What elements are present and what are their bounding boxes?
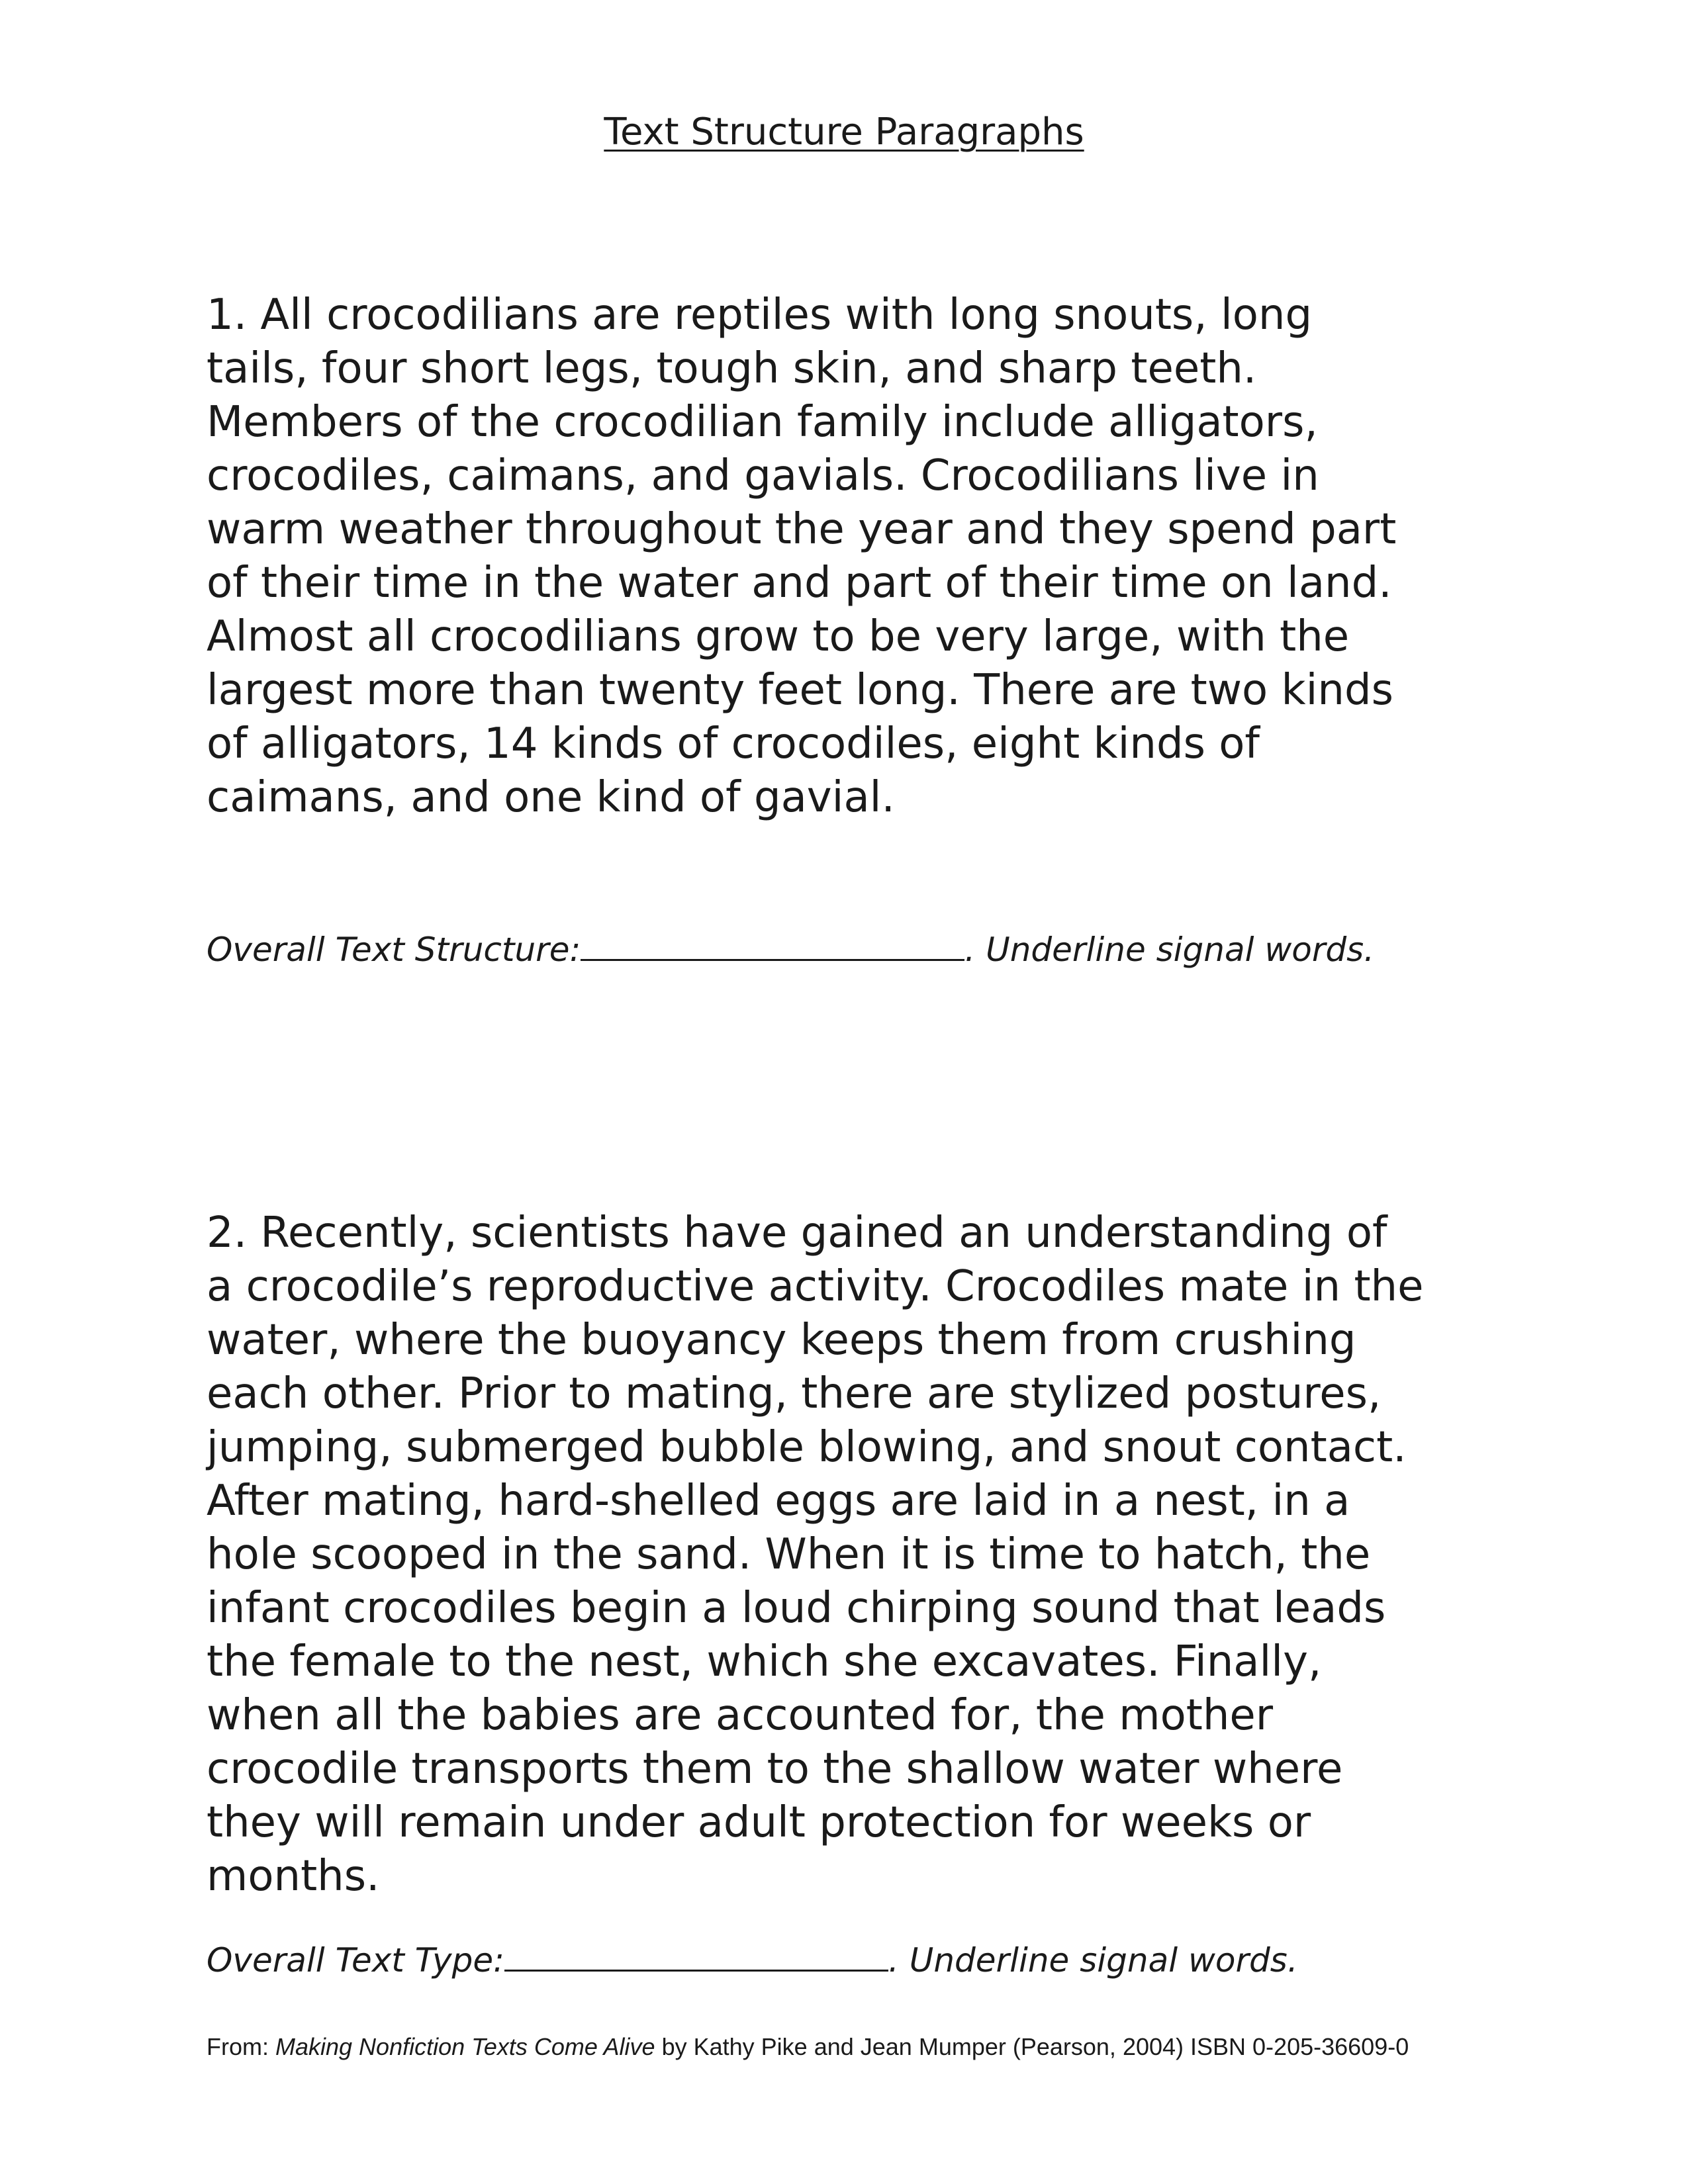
- citation-book-title: Making Nonfiction Texts Come Alive: [275, 2033, 655, 2060]
- paragraph-line: when all the babies are accounted for, the mother: [207, 1691, 1274, 1740]
- paragraph-line: tails, four short legs, tough skin, and sharp teeth.: [207, 344, 1257, 393]
- paragraph-line: water, where the buoyancy keeps them from crushing: [207, 1316, 1356, 1365]
- paragraph-line: jumping, submerged bubble blowing, and snout contact.: [207, 1423, 1407, 1472]
- answer-blank-line[interactable]: [581, 927, 964, 961]
- paragraph-line: warm weather throughout the year and they spend part: [207, 505, 1397, 554]
- page-title: [0, 106, 1688, 159]
- citation-details: by Kathy Pike and Jean Mumper (Pearson, 2004) ISBN 0-205-36609-0: [655, 2033, 1409, 2060]
- prompt-label: Overall Text Type:: [207, 1941, 504, 1979]
- prompt-instruction: . Underline signal words.: [888, 1941, 1298, 1979]
- paragraph-line: largest more than twenty feet long. There are two kinds: [207, 666, 1393, 715]
- prompt-text-type: [207, 1937, 1298, 1983]
- paragraph-line: Almost all crocodilians grow to be very large, with the: [207, 612, 1350, 661]
- paragraph-line: of alligators, 14 kinds of crocodiles, eight kinds of: [207, 719, 1260, 768]
- paragraph-line: a crocodile’s reproductive activity. Crocodiles mate in the: [207, 1262, 1424, 1311]
- paragraph-line: 2. Recently, scientists have gained an understanding of: [207, 1208, 1387, 1257]
- page-title-text: Text Structure Paragraphs: [604, 111, 1084, 154]
- paragraph-1: [207, 289, 1544, 825]
- paragraph-line: hole scooped in the sand. When it is time to hatch, the: [207, 1530, 1371, 1579]
- paragraph-line: crocodile transports them to the shallow water where: [207, 1745, 1343, 1794]
- paragraph-line: Members of the crocodilian family include alligators,: [207, 398, 1318, 447]
- paragraph-line: each other. Prior to mating, there are stylized postures,: [207, 1369, 1382, 1418]
- paragraph-line: caimans, and one kind of gavial.: [207, 773, 895, 822]
- paragraph-line: of their time in the water and part of their time on land.: [207, 559, 1392, 608]
- paragraph-line: crocodiles, caimans, and gavials. Crocodilians live in: [207, 451, 1319, 500]
- paragraph-line: After mating, hard-shelled eggs are laid in a nest, in a: [207, 1477, 1350, 1525]
- prompt-text-structure: [207, 927, 1374, 973]
- paragraph-line: the female to the nest, which she excavates. Finally,: [207, 1637, 1322, 1686]
- paragraph-line: they will remain under adult protection for weeks or: [207, 1798, 1311, 1847]
- source-citation: [207, 2030, 1409, 2064]
- prompt-instruction: . Underline signal words.: [964, 931, 1375, 969]
- answer-blank-line[interactable]: [504, 1938, 888, 1972]
- citation-prefix: From:: [207, 2033, 275, 2060]
- prompt-label: Overall Text Structure:: [207, 931, 581, 969]
- paragraph-line: 1. All crocodilians are reptiles with long snouts, long: [207, 291, 1313, 340]
- paragraph-2: [207, 1206, 1544, 1903]
- paragraph-line: months.: [207, 1852, 380, 1901]
- paragraph-line: infant crocodiles begin a loud chirping sound that leads: [207, 1584, 1386, 1633]
